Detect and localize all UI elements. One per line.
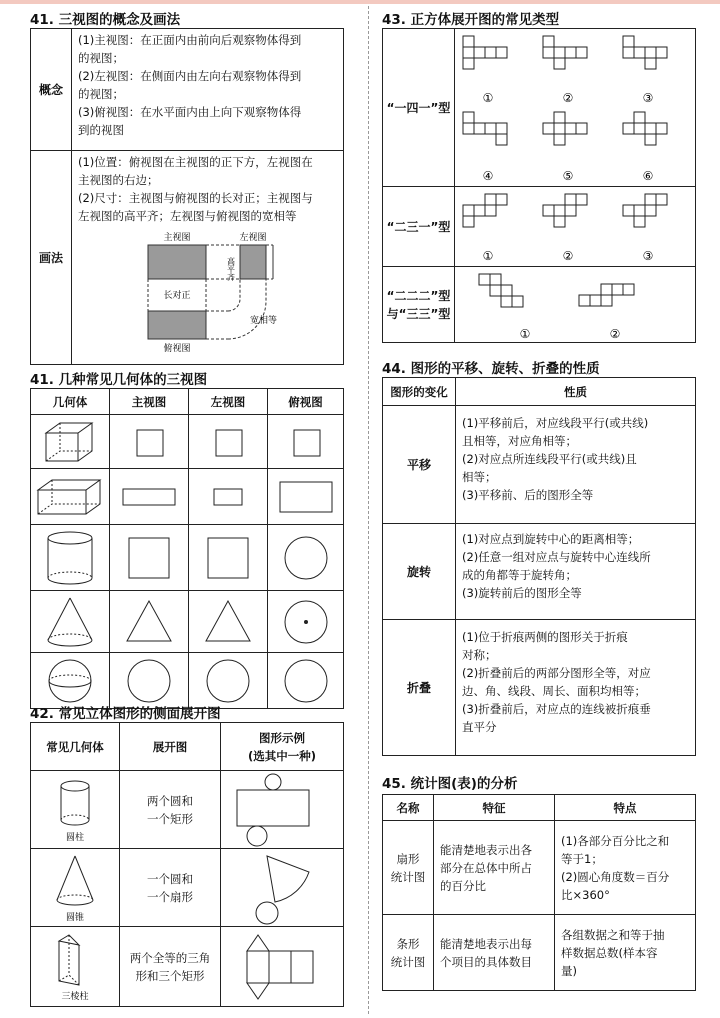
- transform-properties-table: [382, 377, 696, 756]
- triangular-prism-icon: [45, 931, 105, 1003]
- header-left-view: 左视图: [189, 389, 268, 415]
- rect-top-icon: [276, 477, 336, 517]
- net-5-number: ⑤: [562, 168, 574, 183]
- net-1-number: ①: [482, 90, 494, 105]
- cube-nets-141: [455, 30, 695, 186]
- cube-solid-icon: [38, 419, 102, 465]
- triangle-front-icon: [122, 597, 176, 647]
- net-6-number: ⑥: [642, 168, 654, 183]
- section-title-43: 43. 正方体展开图的常见类型: [382, 12, 560, 28]
- cylinder-name: 圆柱: [65, 832, 85, 843]
- row-141-type: [383, 29, 696, 187]
- cone-icon: [45, 852, 105, 924]
- circle-left-icon: [203, 656, 253, 706]
- row-bar-chart: 条形 统计图 能清楚地表示出每 个项目的具体数目 各组数据之和等于抽 样数据总数(样本容 量): [383, 915, 696, 991]
- column-divider: [368, 6, 369, 1014]
- header-solid: 几何体: [31, 389, 110, 415]
- label-left-view: 左视图: [239, 233, 267, 243]
- net-4: [463, 112, 507, 183]
- header-example: 图形示例 (选其中一种): [221, 723, 344, 771]
- label-141: “一四一”型: [383, 29, 455, 187]
- row-sphere: [31, 653, 344, 709]
- solid-three-views-table: [30, 388, 344, 709]
- section-title-41b: 41. 几种常见几何体的三视图: [30, 372, 208, 388]
- row-folding: 折叠 (1)位于折痕两侧的图形关于折痕 对称； (2)折叠前后的两部分图形全等，对应 边、角、线段、周长、面积均相等； (3)折叠前后，对应点的连线被折痕垂 直平分: [383, 620, 696, 756]
- cube-nets-231: [455, 188, 695, 266]
- label-222-33: “二二二”型 与“三三”型: [383, 267, 455, 343]
- row-cone: [31, 591, 344, 653]
- header-feature: 特征: [434, 795, 555, 821]
- cone-unfold-desc: 一个圆和 一个扇形: [120, 849, 221, 927]
- section-title-42: 42. 常见立体图形的侧面展开图: [30, 706, 221, 722]
- row-222-33-type: [383, 267, 696, 343]
- net-2-number: ②: [562, 90, 574, 105]
- header-property: 性质: [456, 378, 696, 406]
- label-231: “二三一”型: [383, 187, 455, 267]
- square-top-icon: [286, 422, 326, 462]
- row-cylinder-unfold: [31, 771, 344, 849]
- net-231-3-number: ③: [642, 248, 654, 263]
- row-prism-unfold: [31, 927, 344, 1007]
- sphere-solid-icon: [45, 656, 95, 706]
- net-2: [543, 36, 587, 105]
- cone-name: 圆锥: [65, 912, 85, 923]
- label-length-aligned: 长对正: [163, 291, 191, 301]
- header-trait: 特点: [555, 795, 696, 821]
- prism-unfold-desc: 两个全等的三角 形和三个矩形: [120, 927, 221, 1007]
- section-title-41a: 41. 三视图的概念及画法: [30, 12, 181, 28]
- cylinder-solid-icon: [40, 528, 100, 588]
- net-4-number: ④: [482, 168, 494, 183]
- square-front-icon: [129, 422, 169, 462]
- net-231-1: [463, 194, 507, 263]
- row-pie-chart: 扇形 统计图 能清楚地表示出各 部分在总体中所占 的百分比 (1)各部分百分比之和 等于1； (2)圆心角度数＝百分 比×360°: [383, 821, 696, 915]
- rect-left-icon: [208, 482, 248, 512]
- square-left-cyl-icon: [203, 533, 253, 583]
- circle-top-cyl-icon: [281, 533, 331, 583]
- cone-solid-icon: [40, 594, 100, 650]
- row-cone-unfold: [31, 849, 344, 927]
- row-cylinder: [31, 525, 344, 591]
- rect-front-icon: [119, 482, 179, 512]
- square-front-cyl-icon: [124, 533, 174, 583]
- label-height-level: 高平齐: [226, 257, 236, 281]
- three-view-concept-table: [30, 28, 344, 365]
- header-unfold: 展开图: [120, 723, 221, 771]
- triangle-left-icon: [201, 597, 255, 647]
- circle-front-icon: [124, 656, 174, 706]
- label-top-view: 俯视图: [163, 344, 191, 354]
- net-33-number: ②: [609, 326, 621, 341]
- net-231-2-number: ②: [562, 248, 574, 263]
- row-rotation: 旋转 (1)对应点到旋转中心的距离相等； (2)任意一组对应点与旋转中心连线所 成的角都等于旋转角； (3)旋转前后的图形全等: [383, 524, 696, 620]
- cube-net-table: [382, 28, 696, 343]
- header-front-view: 主视图: [110, 389, 189, 415]
- cylinder-net-icon: [227, 772, 337, 848]
- prism-net-icon: [227, 929, 337, 1005]
- prism-name: 三棱柱: [61, 991, 89, 1002]
- stat-chart-table: [382, 794, 696, 991]
- section-title-45: 45. 统计图(表)的分析: [382, 776, 518, 792]
- cylinder-icon: [45, 774, 105, 846]
- net-1: [463, 36, 507, 105]
- header-common-solid: 常见几何体: [31, 723, 120, 771]
- row-translation: 平移 (1)平移前后，对应线段平行(或共线) 且相等，对应角相等； (2)对应点所连线段平行(或共线)且 相等； (3)平移前、后的图形全等: [383, 406, 696, 524]
- net-3: [623, 36, 667, 105]
- cylinder-unfold-desc: 两个圆和 一个矩形: [120, 771, 221, 849]
- top-accent-bar: [0, 0, 720, 4]
- label-front-view: 主视图: [163, 233, 191, 243]
- header-transform: 图形的变化: [383, 378, 456, 406]
- square-left-icon: [208, 422, 248, 462]
- three-view-layout-diagram: [128, 227, 328, 355]
- row-231-type: [383, 187, 696, 267]
- label-width-equal: 宽相等: [250, 316, 278, 326]
- circle-top-sphere-icon: [281, 656, 331, 706]
- net-222-number: ①: [519, 326, 531, 341]
- net-222: [479, 274, 530, 341]
- net-231-1-number: ①: [482, 248, 494, 263]
- net-3-number: ③: [642, 90, 654, 105]
- header-top-view: 俯视图: [268, 389, 344, 415]
- net-5: [543, 112, 587, 183]
- row-cuboid: [31, 469, 344, 525]
- net-33: [579, 284, 634, 341]
- cube-nets-222-33: [455, 268, 695, 342]
- concept-label: 概念: [31, 29, 72, 151]
- net-231-3: [623, 194, 667, 263]
- net-6: [623, 112, 667, 183]
- cuboid-solid-icon: [34, 476, 106, 518]
- section-title-44: 44. 图形的平移、旋转、折叠的性质: [382, 361, 600, 377]
- method-text: (1)位置：俯视图在主视图的正下方，左视图在 主视图的右边； (2)尺寸：主视图与俯视图的长对正；主视图与 左视图的高平齐；左视图与俯视图的宽相等 主视图 左视图 俯视图 长对正 宽相等 高平齐: [72, 151, 344, 365]
- cone-net-icon: [227, 850, 337, 926]
- circle-dot-top-icon: [281, 597, 331, 647]
- header-name: 名称: [383, 795, 434, 821]
- method-label: 画法: [31, 151, 72, 365]
- row-cube: [31, 415, 344, 469]
- concept-text: (1)主视图：在正面内由前向后观察物体得到 的视图； (2)左视图：在侧面内由左向右观察物体得到 的视图； (3)俯视图：在水平面内由上向下观察物体得 到的视图: [72, 29, 344, 151]
- lateral-unfold-table: [30, 722, 344, 1007]
- net-231-2: [543, 194, 587, 263]
